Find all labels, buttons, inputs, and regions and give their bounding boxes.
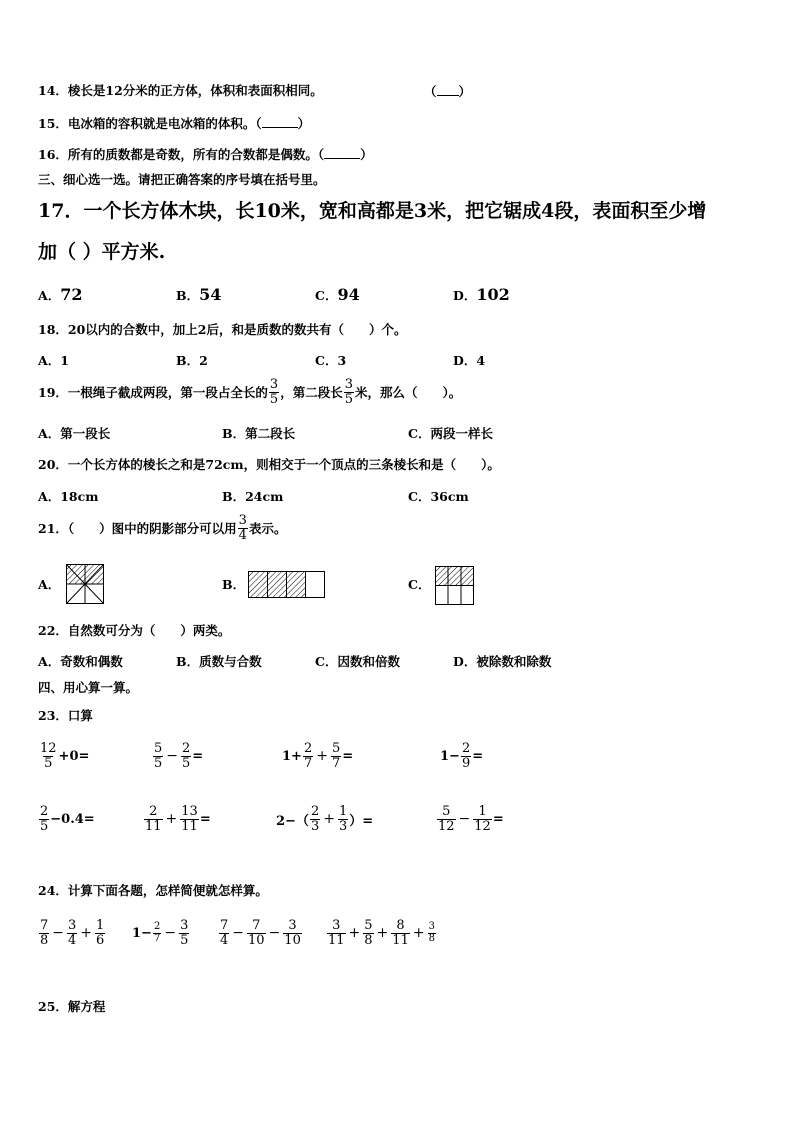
q22-option-c[interactable]: C．因数和倍数 xyxy=(315,654,400,669)
oral-calc-8[interactable]: $\frac{5}{12}$ − $\frac{1}{12}$ = xyxy=(438,804,504,834)
question-22: 22．自然数可分为（ ）两类。 xyxy=(38,623,231,638)
fraction: $\frac{7}{4}$ xyxy=(220,918,229,948)
q19-option-a[interactable]: A．第一段长 xyxy=(38,426,111,441)
q17-option-a[interactable]: A．72 xyxy=(38,285,83,304)
question-15-answer-blank[interactable]: （ ） xyxy=(255,116,311,131)
fraction: $\frac{3}{5}$ xyxy=(344,377,353,407)
question-17-line2: 加（ ）平方米. xyxy=(38,241,166,263)
question-23-title: 23．口算 xyxy=(38,708,93,723)
question-14-text: 14．棱长是12分米的正方体，体积和表面积相同。 xyxy=(38,83,323,98)
q17-option-b[interactable]: B．54 xyxy=(176,285,222,304)
q18-option-d[interactable]: D．4 xyxy=(453,353,486,368)
oral-calc-1[interactable]: $\frac{12}{5}$ +0= xyxy=(40,741,90,771)
oral-calc-4[interactable]: 1− $\frac{2}{9}$ = xyxy=(440,741,484,771)
fraction: $\frac{5}{5}$ xyxy=(154,741,163,771)
question-21: 21．（ ）图中的阴影部分可以用 $\frac{3}{4}$ 表示。 xyxy=(38,513,287,543)
question-20: 20．一个长方体的棱长之和是72cm，则相交于一个顶点的三条棱长和是（ ）。 xyxy=(38,457,500,472)
fraction: $\frac{2}{5}$ xyxy=(40,804,49,834)
question-16-answer-blank[interactable]: （ ） xyxy=(317,147,373,162)
fraction: $\frac{7}{8}$ xyxy=(40,918,49,948)
calc-expression-4[interactable]: $\frac{3}{11}$ + $\frac{5}{8}$ + $\frac{8}{11}$ + $\frac{3}{8}$ xyxy=(328,918,435,948)
fraction: $\frac{3}{8}$ xyxy=(428,921,435,944)
oral-calc-7[interactable]: 2−（ $\frac{2}{3}$ + $\frac{1}{3}$ ）= xyxy=(276,804,374,834)
fraction: $\frac{3}{10}$ xyxy=(284,918,301,948)
fraction: $\frac{3}{4}$ xyxy=(238,513,247,543)
q19-option-b[interactable]: B．第二段长 xyxy=(222,426,296,441)
oral-calc-3[interactable]: 1+ $\frac{2}{7}$ + $\frac{5}{7}$ = xyxy=(282,741,354,771)
oral-calc-6[interactable]: $\frac{2}{11}$ + $\frac{13}{11}$ = xyxy=(145,804,211,834)
question-15 xyxy=(38,117,310,131)
q21-figure-c xyxy=(435,566,474,605)
fraction: $\frac{13}{11}$ xyxy=(181,804,198,834)
q18-option-c[interactable]: C．3 xyxy=(315,353,347,368)
q19-option-c[interactable]: C．两段一样长 xyxy=(408,426,493,441)
fraction: $\frac{5}{8}$ xyxy=(364,918,373,948)
q21-figure-a xyxy=(66,564,104,604)
fraction: $\frac{7}{10}$ xyxy=(248,918,265,948)
fraction: $\frac{2}{11}$ xyxy=(145,804,162,834)
fraction: $\frac{2}{5}$ xyxy=(182,741,191,771)
q22-option-a[interactable]: A．奇数和偶数 xyxy=(38,654,123,669)
question-25-title: 25．解方程 xyxy=(38,999,106,1014)
question-15-text: 15．电冰箱的容积就是电冰箱的体积。 xyxy=(38,116,256,131)
question-19: 19．一根绳子截成两段，第一段占全长的 $\frac{3}{5}$ ，第二段长 $\frac{3}{5}$ 米，那么（ ）。 xyxy=(38,377,462,407)
q22-option-d[interactable]: D．被除数和除数 xyxy=(453,654,552,669)
q18-option-b[interactable]: B．2 xyxy=(176,353,208,368)
q21-option-b[interactable]: B． xyxy=(222,577,246,592)
section-4-heading: 四、用心算一算。 xyxy=(38,680,139,695)
fraction: $\frac{3}{11}$ xyxy=(328,918,345,948)
calc-expression-2[interactable]: 1− $\frac{2}{7}$ − $\frac{3}{5}$ xyxy=(132,918,189,948)
section-3-heading: 三、细心选一选。请把正确答案的序号填在括号里。 xyxy=(38,172,326,187)
fraction: $\frac{3}{5}$ xyxy=(180,918,189,948)
fraction: $\frac{1}{3}$ xyxy=(338,804,348,834)
question-24-title: 24．计算下面各题，怎样简便就怎样算。 xyxy=(38,883,268,898)
fraction: $\frac{2}{3}$ xyxy=(310,804,320,834)
q20-option-c[interactable]: C．36cm xyxy=(408,489,469,504)
fraction: $\frac{3}{5}$ xyxy=(269,377,279,407)
fraction: $\frac{2}{7}$ xyxy=(153,921,161,944)
fraction: $\frac{5}{12}$ xyxy=(438,804,455,834)
fraction: $\frac{8}{11}$ xyxy=(392,918,409,948)
fraction: $\frac{12}{5}$ xyxy=(40,741,57,771)
q17-option-d[interactable]: D．102 xyxy=(453,285,510,304)
calc-expression-3[interactable]: $\frac{7}{4}$ − $\frac{7}{10}$ − $\frac{3}{10}$ xyxy=(220,918,301,948)
fraction: $\frac{3}{4}$ xyxy=(68,918,77,948)
q22-option-b[interactable]: B．质数与合数 xyxy=(176,654,262,669)
q21-option-c[interactable]: C． xyxy=(408,577,431,592)
q20-option-b[interactable]: B．24cm xyxy=(222,489,284,504)
fraction: $\frac{1}{6}$ xyxy=(96,918,105,948)
q20-option-a[interactable]: A．18cm xyxy=(38,489,99,504)
q17-option-c[interactable]: C．94 xyxy=(315,285,360,304)
fraction: $\frac{2}{7}$ xyxy=(303,741,313,771)
fraction: $\frac{5}{7}$ xyxy=(331,741,341,771)
oral-calc-2[interactable]: $\frac{5}{5}$ − $\frac{2}{5}$ = xyxy=(154,741,204,771)
question-18: 18．20以内的合数中，加上2后，和是质数的数共有（ ）个。 xyxy=(38,322,407,337)
question-16-text: 16．所有的质数都是奇数，所有的合数都是偶数。 xyxy=(38,147,318,162)
question-14 xyxy=(38,85,323,98)
question-16 xyxy=(38,148,373,162)
question-17-line1: 17．一个长方体木块，长10米，宽和高都是3米，把它锯成4段，表面积至少增 xyxy=(38,200,707,222)
oral-calc-5[interactable]: $\frac{2}{5}$ −0.4= xyxy=(40,804,95,834)
question-14-answer-blank[interactable]: （ ） xyxy=(424,84,472,99)
q18-option-a[interactable]: A．1 xyxy=(38,353,69,368)
q21-option-a[interactable]: A． xyxy=(38,577,61,592)
fraction: $\frac{1}{12}$ xyxy=(474,804,491,834)
fraction: $\frac{2}{9}$ xyxy=(461,741,471,771)
calc-expression-1[interactable]: $\frac{7}{8}$ − $\frac{3}{4}$ + $\frac{1}{6}$ xyxy=(40,918,105,948)
q21-figure-b xyxy=(248,571,326,598)
